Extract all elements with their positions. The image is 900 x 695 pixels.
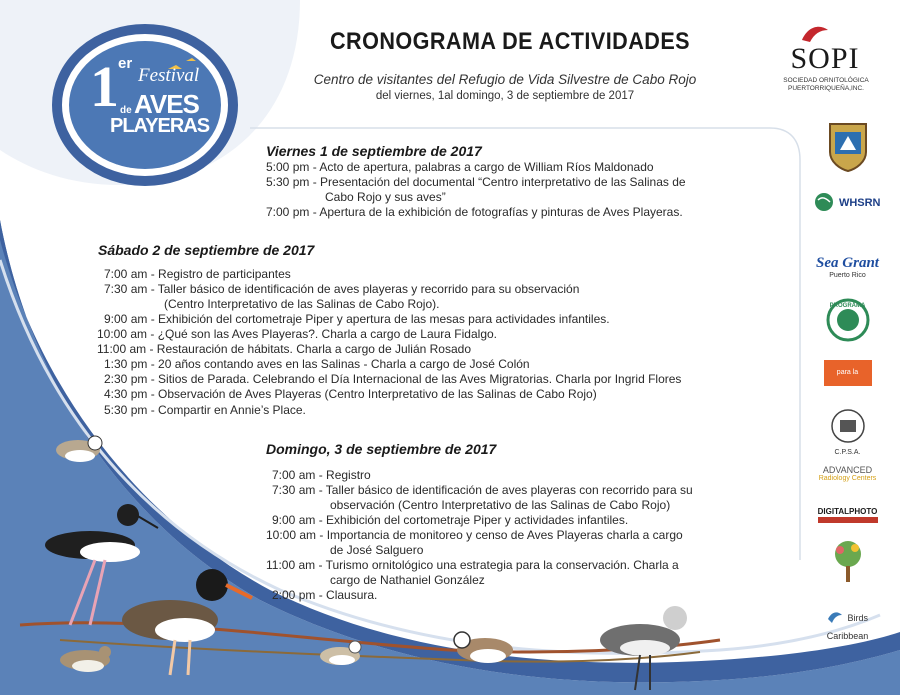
advanced-radiology-logo xyxy=(810,465,885,482)
sabado-event: 9:00 am - Exhibición del cortometraje Piper y apertura de las mesas para actividades infantiles. xyxy=(104,312,610,326)
cpsa-logo xyxy=(810,408,885,456)
date-range: del viernes, 1al domingo, 3 de septiembre de 2017 xyxy=(375,90,635,102)
sopi-line2: PUERTORRIQUEÑA,INC. xyxy=(788,85,864,92)
sabado-event: 4:30 pm - Observación de Aves Playeras (Centro Interpretativo de las Salinas de Cabo Rojo) xyxy=(104,387,597,401)
domingo-event: 7:00 am - Registro xyxy=(272,468,371,482)
birds-caribbean-logo xyxy=(810,608,885,644)
domingo-event: 10:00 am - Importancia de monitoreo y censo de Aves Playeras charla a cargo xyxy=(266,528,683,542)
viernes-title: Viernes 1 de septiembre de 2017 xyxy=(266,143,482,159)
domingo-event: cargo de Nathaniel González xyxy=(330,573,485,587)
whsrn-logo xyxy=(810,192,885,212)
radiology-text: Radiology Centers xyxy=(818,475,877,482)
globe-icon xyxy=(814,192,834,212)
para-la-text: para la Naturaleza xyxy=(824,360,872,386)
seagrant-sub: Puerto Rico xyxy=(829,272,866,279)
birds-text: Birds xyxy=(847,613,868,623)
sopi-line1: SOCIEDAD ORNITOLÓGICA xyxy=(783,77,869,84)
festival-logo xyxy=(50,15,250,195)
viernes-event: 5:30 pm - Presentación del documental “Centro interpretativo de las Salinas de xyxy=(266,175,686,189)
sabado-event: 1:30 pm - 20 años contando aves en las Salinas - Charla a cargo de José Colón xyxy=(104,357,530,371)
domingo-title: Domingo, 3 de septiembre de 2017 xyxy=(266,441,497,457)
domingo-event: 7:30 am - Taller básico de identificación de aves playeras con recorrido para su xyxy=(272,483,693,497)
seagrant-text: Sea Grant xyxy=(816,255,879,271)
domingo-event: de José Salguero xyxy=(330,543,424,557)
seagrant-logo xyxy=(810,255,885,279)
programa-text: PROGRAMA xyxy=(829,303,866,309)
sabado-event: (Centro Interpretativo de las Salinas de Cabo Rojo). xyxy=(164,297,440,311)
logo-de: de xyxy=(120,105,132,116)
sopi-logo xyxy=(780,22,880,102)
fws-logo xyxy=(810,122,885,177)
digitalphoto-logo xyxy=(810,507,885,523)
tree-logo xyxy=(810,538,885,591)
domingo-event: 2:00 pm - Clausura. xyxy=(272,588,378,602)
logo-ordinal: er xyxy=(118,55,133,72)
sopi-subtitle xyxy=(780,77,872,93)
sabado-title: Sábado 2 de septiembre de 2017 xyxy=(98,242,315,258)
sabado-event: 7:30 am - Taller básico de identificación de aves playeras y recorrido para su observación xyxy=(104,282,580,296)
caribbean-text: Caribbean xyxy=(826,631,869,641)
sabado-event: 11:00 am - Restauración de hábitats. Charla a cargo de Julián Rosado xyxy=(97,342,471,356)
viernes-event: 7:00 pm - Apertura de la exhibición de fotografías y pinturas de Aves Playeras. xyxy=(266,205,683,219)
logo-aves: AVES xyxy=(134,89,199,119)
bird-icon xyxy=(827,609,843,625)
digitalphoto-text: DIGITALPHOTO xyxy=(817,507,878,516)
sabado-event: 7:00 am - Registro de participantes xyxy=(104,267,291,281)
page-title: CRONOGRAMA DE ACTIVIDADES xyxy=(329,28,691,55)
advanced-text: ADVANCED xyxy=(822,465,873,475)
para-la-naturaleza-logo xyxy=(810,360,885,402)
viernes-event: 5:00 pm - Acto de apertura, palabras a cargo de William Ríos Maldonado xyxy=(266,160,654,174)
domingo-event: 9:00 am - Exhibición del cortometraje Piper y actividades infantiles. xyxy=(272,513,629,527)
bird-silhouette-icon xyxy=(800,22,830,44)
venue-subtitle: Centro de visitantes del Refugio de Vida Silvestre de Cabo Rojo xyxy=(313,72,697,87)
sabado-event: 2:30 pm - Sitios de Parada. Celebrando el Día Internacional de las Aves Migratorias. Charla por Ingrid Flores xyxy=(104,372,682,386)
fish-wildlife-shield-icon xyxy=(826,122,870,172)
cpsa-seal-icon xyxy=(828,408,868,444)
sabado-event: 10:00 am - ¿Qué son las Aves Playeras?. Charla a cargo de Laura Fidalgo. xyxy=(97,327,498,341)
tree-icon xyxy=(828,538,868,586)
logo-number: 1 xyxy=(90,54,119,119)
domingo-event: observación (Centro Interpretativo de las Salinas de Cabo Rojo) xyxy=(330,498,671,512)
viernes-event: Cabo Rojo y sus aves” xyxy=(325,190,446,204)
cpsa-text: C.P.S.A. xyxy=(834,449,861,456)
sopi-name: SOPI xyxy=(790,42,860,75)
sabado-event: 5:30 pm - Compartir en Annie’s Place. xyxy=(104,403,306,417)
whsrn-text: WHSRN xyxy=(838,197,881,210)
logo-playeras: PLAYERAS xyxy=(110,115,210,137)
logo-festival: Festival xyxy=(138,65,200,86)
programa-logo xyxy=(810,298,885,309)
domingo-event: 11:00 am - Turismo ornitológico una estrategia para la conservación. Charla a xyxy=(266,558,679,572)
